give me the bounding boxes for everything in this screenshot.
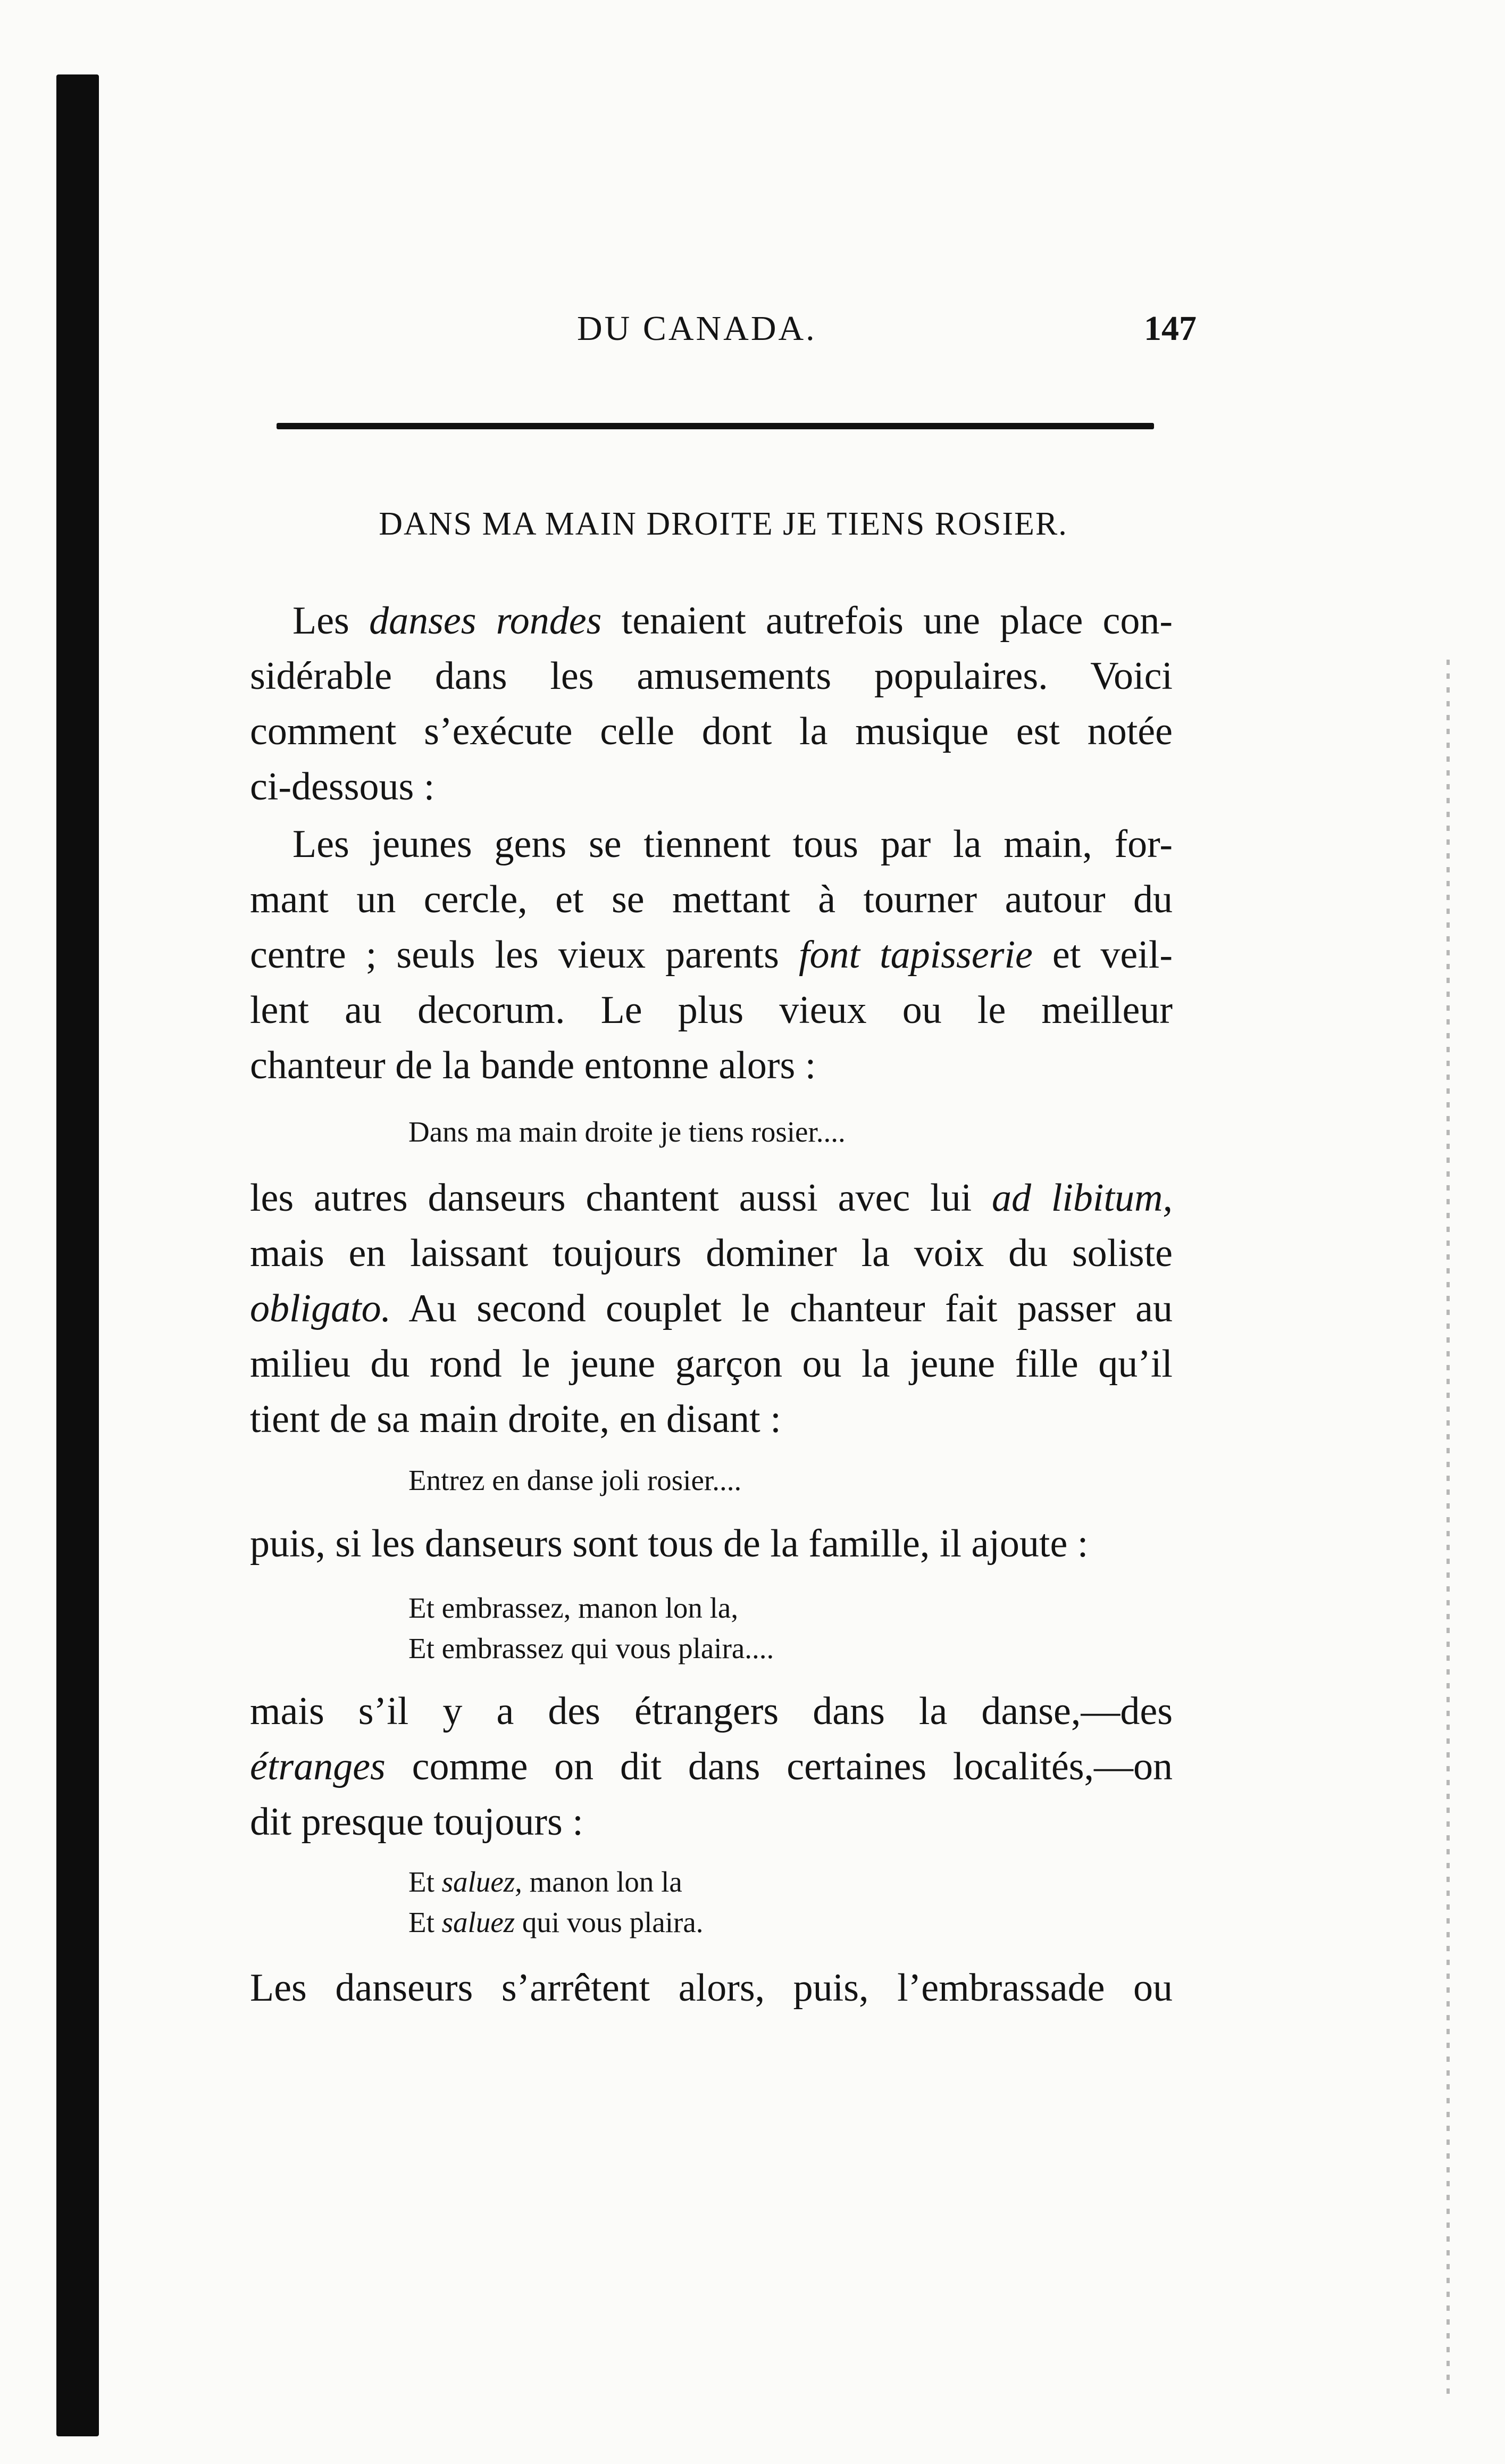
paragraph-5 <box>250 1684 1173 1850</box>
verse-quote-4 <box>408 1862 704 1943</box>
paragraph-3 <box>250 1170 1173 1447</box>
book-binding-shadow <box>56 74 99 2436</box>
paragraph-line: lent au decorum. Le plus vieux ou le meilleur <box>250 988 1173 1032</box>
italic-term: étranges <box>250 1745 386 1788</box>
paragraph-line: Les danseurs s’arrêtent alors, puis, l’embrassade ou <box>250 1966 1173 2010</box>
paragraph-line: obligato. Au second couplet le chanteur fait passer au <box>250 1287 1173 1330</box>
paragraph-line: milieu du rond le jeune garçon ou la jeune fille qu’il <box>250 1342 1173 1386</box>
paragraph-line: Les danses rondes tenaient autrefois une place con- <box>292 599 1173 643</box>
verse-line: Dans ma main droite je tiens rosier.... <box>408 1116 846 1148</box>
verse-line: Et embrassez, manon lon la, <box>408 1592 739 1624</box>
italic-term: saluez <box>441 1906 515 1938</box>
paragraph-line: les autres danseurs chantent aussi avec lui ad libitum, <box>250 1176 1173 1220</box>
paragraph-line: centre ; seuls les vieux parents font tapisserie et veil- <box>250 933 1173 977</box>
verse-line: Entrez en danse joli rosier.... <box>408 1464 742 1496</box>
paragraph-line: Les jeunes gens se tiennent tous par la main, for- <box>292 822 1173 866</box>
verse-line: Et saluez, manon lon la <box>408 1866 682 1898</box>
verse-line: Et embrassez qui vous plaira.... <box>408 1632 774 1664</box>
paragraph-line: comment s’exécute celle dont la musique est notée <box>250 710 1173 753</box>
paragraph-line: mais s’il y a des étrangers dans la danse,—des <box>250 1689 1173 1733</box>
paragraph-4 <box>250 1516 1173 1571</box>
verse-quote-1 <box>408 1112 846 1152</box>
verse-quote-3 <box>408 1588 774 1669</box>
running-head: DU CANADA. <box>577 309 817 348</box>
section-title: DANS MA MAIN DROITE JE TIENS ROSIER. <box>379 506 1068 542</box>
verse-quote-2 <box>408 1460 741 1501</box>
page-header <box>250 309 1197 351</box>
header-rule <box>277 423 1154 429</box>
paragraph-1 <box>250 593 1173 814</box>
verse-line: Et saluez qui vous plaira. <box>408 1906 704 1938</box>
italic-term: danses rondes <box>369 599 602 643</box>
paragraph-line: étranges comme on dit dans certaines localités,—on <box>250 1745 1173 1788</box>
italic-term: saluez, <box>441 1866 522 1898</box>
paragraph-line: ci-dessous : <box>250 765 435 809</box>
paragraph-line: dit presque toujours : <box>250 1800 583 1844</box>
paragraph-6 <box>250 1960 1173 2016</box>
italic-term: ad libitum, <box>991 1176 1173 1220</box>
italic-term: obligato. <box>250 1287 391 1330</box>
paragraph-line: puis, si les danseurs sont tous de la famille, il ajoute : <box>250 1522 1089 1566</box>
italic-term: font tapisserie <box>798 933 1033 977</box>
page-number: 147 <box>1144 309 1197 348</box>
paragraph-line: tient de sa main droite, en disant : <box>250 1397 781 1441</box>
paragraph-line: sidérable dans les amusements populaires. Voici <box>250 654 1173 698</box>
paragraph-2 <box>250 817 1173 1093</box>
paragraph-line: chanteur de la bande entonne alors : <box>250 1044 816 1087</box>
paragraph-line: mant un cercle, et se mettant à tourner autour du <box>250 878 1173 921</box>
paragraph-line: mais en laissant toujours dominer la voix du soliste <box>250 1231 1173 1275</box>
page-edge-marks <box>1447 660 1450 2399</box>
